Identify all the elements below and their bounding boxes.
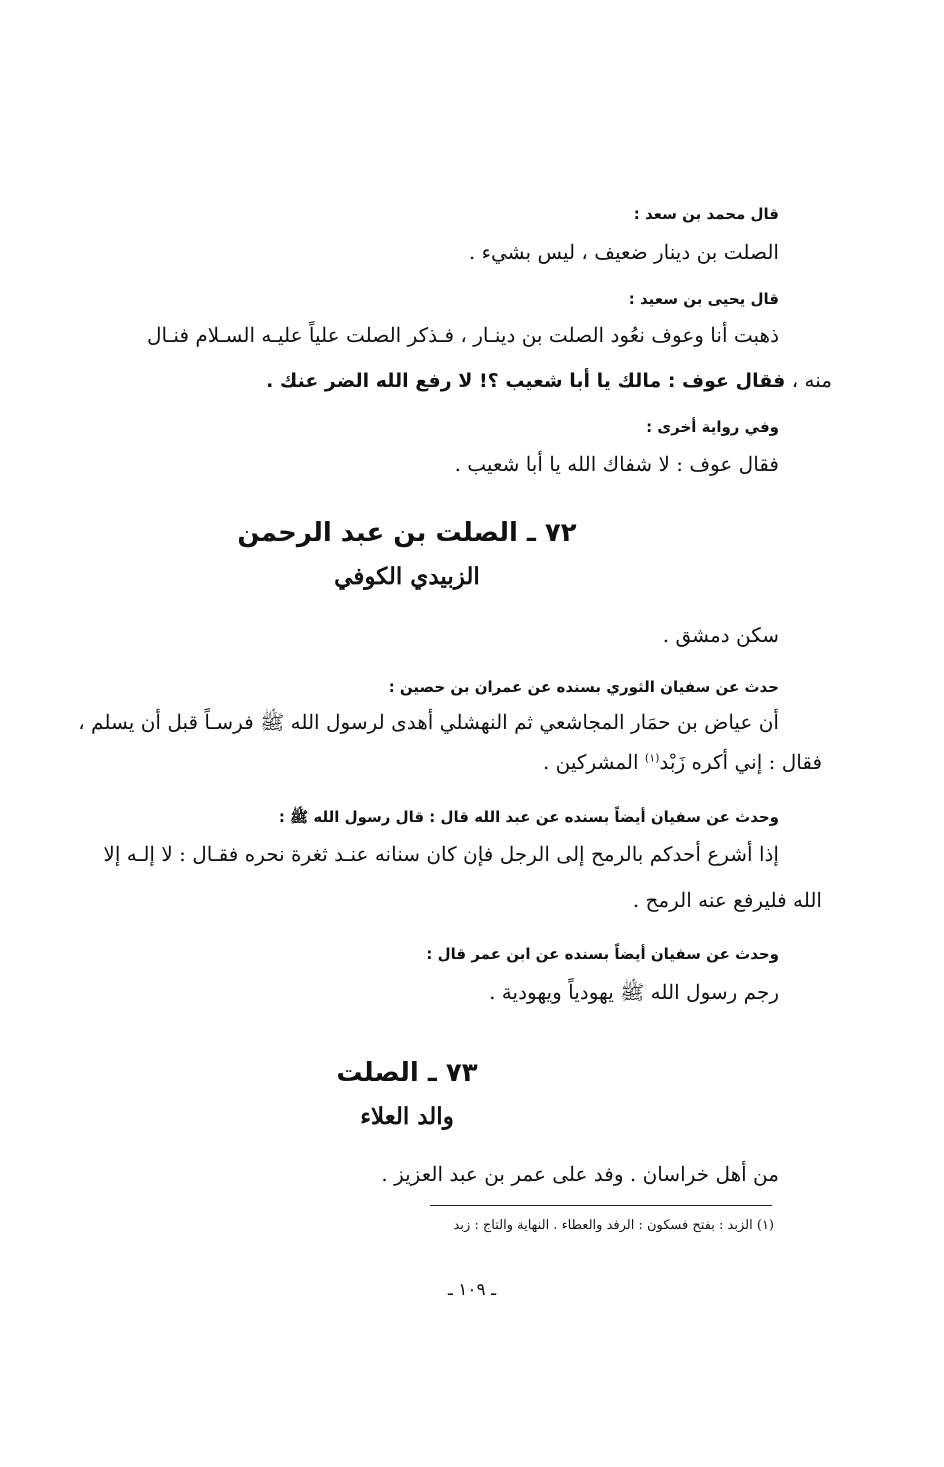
entry-subheading-72: الزبيدي الكوفي	[334, 563, 480, 590]
text-line: الصلت بن دينار ضعيف ، ليس بشيء .	[468, 240, 779, 264]
text-line: رجم رسول الله ﷺ يهودياً ويهودية .	[489, 980, 779, 1004]
footnote-divider	[430, 1205, 772, 1206]
narrator-line: وحدث عن سفيان أيضاً بسنده عن عبد الله قال : قال رسول الله ﷺ :	[278, 808, 779, 826]
narrator-line: وحدث عن سفيان أيضاً بسنده عن ابن عمر قال :	[426, 945, 779, 963]
text-segment: فقال : إني أكره زَبْد	[659, 750, 822, 774]
text-line-mixed	[266, 368, 832, 392]
narrator-line-muhammad-ibn-saad: قال محمد بن سعد :	[633, 205, 779, 223]
bold-quote: فقال عوف : مالك يا أبا شعيب ؟! لا رفع الله الضر عنك .	[266, 370, 786, 392]
footnote-text: (١) الزبد : بفتح فسكون : الرفد والعطاء . النهاية والتاج : زبد	[453, 1218, 774, 1233]
page-number: ـ ١٠٩ ـ	[447, 1280, 497, 1300]
text-line: سكن دمشق .	[662, 623, 779, 647]
entry-heading-72: ٧٢ ـ الصلت بن عبد الرحمن	[237, 518, 577, 548]
entry-heading-73: ٧٣ ـ الصلت	[336, 1058, 478, 1088]
narrator-line-yahya-ibn-said: قال يحيى بن سعيد :	[628, 290, 779, 308]
text-line: ذهبت أنا وعوف نعُود الصلت بن دينـار ، فـذكر الصلت علياً عليـه السـلام فنـال	[146, 323, 779, 347]
text-line: إذا أشرع أحدكم بالرمح إلى الرجل فإن كان سنانه عنـد ثغرة نحره فقـال : لا إلـه إلا	[103, 842, 779, 866]
entry-subheading-73: والد العلاء	[360, 1103, 454, 1130]
footnote-marker: (١)	[644, 751, 660, 765]
text-segment: المشركين .	[542, 750, 645, 774]
text-line: الله فليرفع عنه الرمح .	[632, 888, 822, 912]
narrator-line: حدث عن سفيان الثوري بسنده عن عمران بن حصين :	[388, 678, 779, 696]
text-line: فقال عوف : لا شفاك الله يا أبا شعيب .	[454, 452, 779, 476]
text-line: أن عياض بن حمَار المجاشعي ثم النهشلي أهدى لرسول الله ﷺ فرسـاً قبل أن يسلم ،	[78, 710, 779, 734]
text-line-with-footnote	[543, 750, 822, 774]
text-line: من أهل خراسان . وفد على عمر بن عبد العزيز .	[381, 1162, 779, 1186]
narrator-line-other-narration: وفي رواية أخرى :	[646, 418, 779, 436]
text-segment: منه ،	[785, 368, 832, 392]
